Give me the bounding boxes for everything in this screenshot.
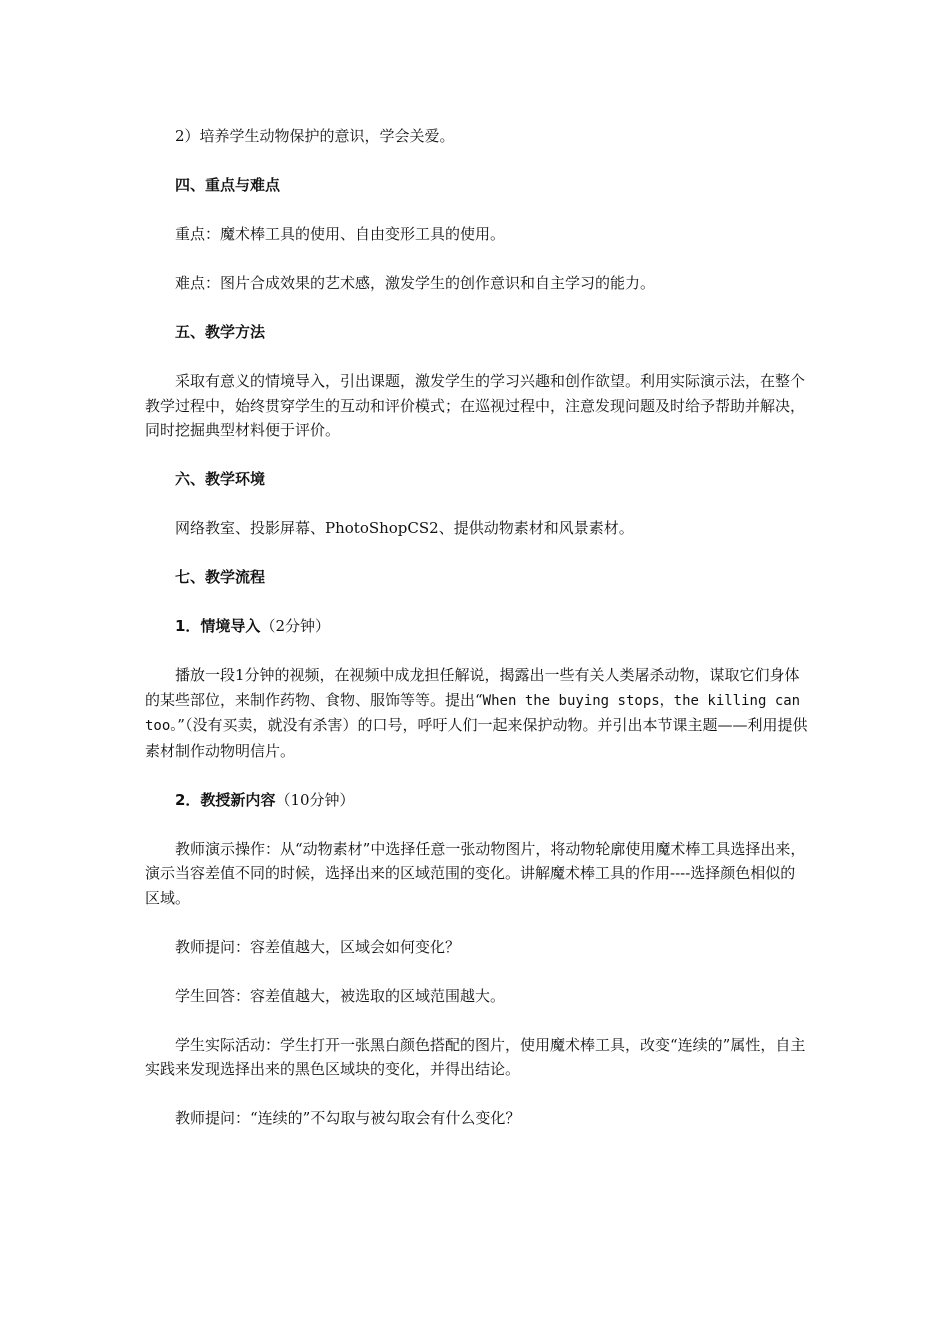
step-2-duration: （10分钟） xyxy=(275,790,355,809)
key-point-paragraph: 重点：魔术棒工具的使用、自由变形工具的使用。 xyxy=(175,225,506,243)
step-1-title: 1．情境导入 xyxy=(175,617,261,635)
teacher-question-2: 教师提问：“连续的”不勾取与被勾取会有什么变化？ xyxy=(175,1109,521,1127)
section-heading-teaching-environment: 六、教学环境 xyxy=(175,470,266,488)
step-1-text-b: ”（没有买卖，就没有杀害）的口号，呼吁人们一起来保护动物。并引出本节课主题——利用提供素材制作动物明信片。 xyxy=(145,716,808,760)
document-body xyxy=(145,124,810,1155)
difficulty-paragraph: 难点：图片合成效果的艺术感，激发学生的创作意识和自主学习的能力。 xyxy=(175,274,656,292)
student-answer-1: 学生回答：容差值越大，被选取的区域范围越大。 xyxy=(175,986,506,1005)
step-1-text-a: 播放一段1分钟的视频，在视频中成龙担任解说，揭露出一些有关人类屠杀动物，谋取它们身体的某些部位，来制作药物、食物、服饰等等。提出“ xyxy=(145,666,800,709)
teaching-environment-paragraph: 网络教室、投影屏幕、PhotoShopCS2、提供动物素材和风景素材。 xyxy=(175,519,634,537)
step-2-heading xyxy=(145,788,810,813)
step-1-heading xyxy=(145,614,810,639)
step-1-slogan-english: When the buying stops，the killing can too。 xyxy=(145,692,801,734)
student-activity-paragraph: 学生实际活动：学生打开一张黑白颜色搭配的图片，使用魔术棒工具，改变“连续的”属性，自主实践来发现选择出来的黑色区域块的变化，并得出结论。 xyxy=(145,1035,806,1078)
section-heading-teaching-process: 七、教学流程 xyxy=(175,568,266,586)
teacher-question-1: 教师提问：容差值越大，区域会如何变化？ xyxy=(175,937,461,956)
step-2-title: 2．教授新内容 xyxy=(175,790,276,809)
goal-2-paragraph: 2）培养学生动物保护的意识，学会关爱。 xyxy=(175,127,455,145)
step-1-paragraph xyxy=(145,663,810,763)
teaching-method-paragraph: 采取有意义的情境导入，引出课题，激发学生的学习兴趣和创作欲望。利用实际演示法，在整个教学过程中，始终贯穿学生的互动和评价模式；在巡视过程中，注意发现问题及时给予帮助并解决，同时挖掘典型材料便于评价。 xyxy=(145,372,806,439)
step-1-duration: （2分钟） xyxy=(260,617,330,635)
section-heading-key-points: 四、重点与难点 xyxy=(175,176,281,194)
section-heading-teaching-method: 五、教学方法 xyxy=(175,323,266,341)
teacher-demo-paragraph: 教师演示操作：从“动物素材”中选择任意一张动物图片，将动物轮廓使用魔术棒工具选择出来，演示当容差值不同的时候，选择出来的区域范围的变化。讲解魔术棒工具的作用----选择颜色相似的区域。 xyxy=(145,839,806,907)
